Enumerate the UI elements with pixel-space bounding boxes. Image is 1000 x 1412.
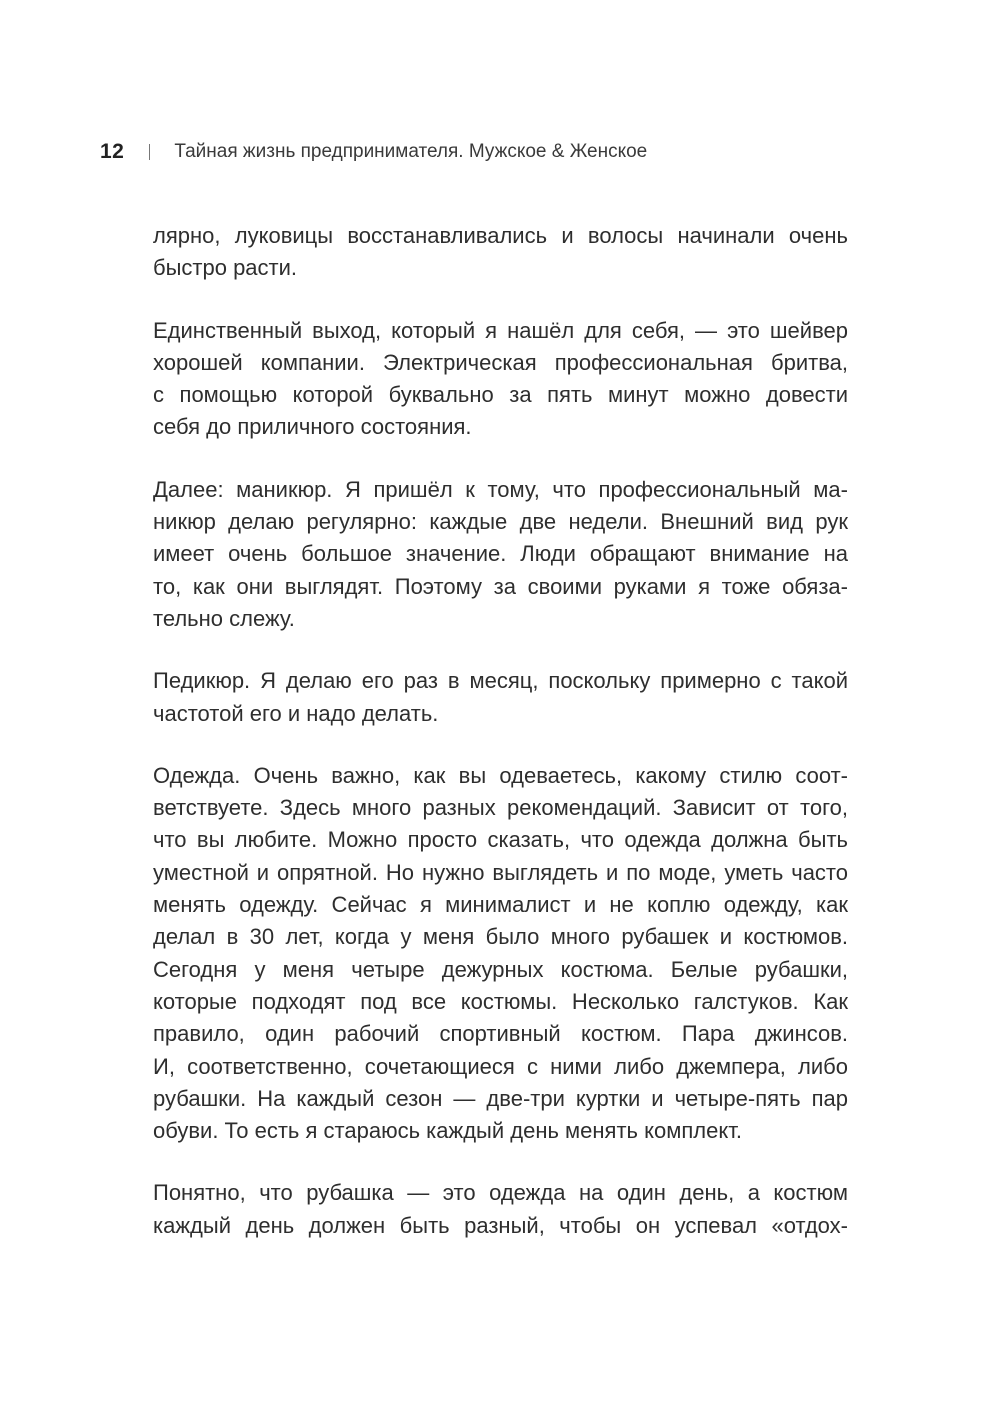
text-line: Единственный выход, который я нашёл для себя, — это шейвер — [153, 317, 848, 343]
paragraph — [153, 220, 848, 285]
text-line: то, как они выглядят. Поэтому за своими руками я тоже обяза- — [153, 573, 848, 599]
text-line: тельно слежу. — [153, 605, 295, 631]
page-number: 12 — [100, 140, 125, 163]
text-line: что вы любите. Можно просто сказать, что одежда должна быть — [153, 827, 848, 853]
text-line: частотой его и надо делать. — [153, 700, 439, 726]
text-line: Понятно, что рубашка — это одежда на один день, а костюм — [153, 1180, 848, 1206]
text-line: хорошей компании. Электрическая профессиональная бритва, — [153, 349, 848, 375]
running-title: Тайная жизнь предпринимателя. Мужское & Женское — [174, 141, 648, 162]
text-line: обуви. То есть я стараюсь каждый день менять комплект. — [153, 1118, 742, 1144]
text-line: быстро расти. — [153, 255, 298, 281]
paragraph — [153, 665, 848, 730]
text-line: уместной и опрятной. Но нужно выглядеть и по моде, уметь часто — [153, 859, 848, 885]
text-line: себя до приличного состояния. — [153, 414, 472, 440]
paragraph — [153, 760, 848, 1148]
text-line: делал в 30 лет, когда у меня было много рубашек и костюмов. — [153, 924, 848, 950]
text-line: ветствуете. Здесь много разных рекомендаций. Зависит от того, — [153, 795, 848, 821]
header-separator — [149, 144, 150, 160]
text-line: каждый день должен быть разный, чтобы он успевал «отдох- — [153, 1212, 848, 1238]
text-line: лярно, луковицы восстанавливались и волосы начинали очень — [153, 223, 848, 248]
text-line: менять одежду. Сейчас я минималист и не коплю одежду, как — [153, 892, 848, 918]
running-header — [100, 138, 647, 166]
paragraph — [153, 474, 848, 635]
paragraph — [153, 315, 848, 444]
text-line: имеет очень большое значение. Люди обращают внимание на — [153, 541, 848, 567]
text-line: Далее: маникюр. Я пришёл к тому, что профессиональный ма- — [153, 476, 848, 502]
text-line: И, соответственно, сочетающиеся с ними либо джемпера, либо — [153, 1053, 848, 1079]
body-text — [153, 220, 848, 1242]
text-line: Педикюр. Я делаю его раз в месяц, поскольку примерно с такой — [153, 668, 848, 694]
text-line: правило, один рабочий спортивный костюм. Пара джинсов. — [153, 1021, 848, 1047]
text-line: никюр делаю регулярно: каждые две недели. Внешний вид рук — [153, 509, 848, 535]
text-line: с помощью которой буквально за пять минут можно довести — [153, 382, 848, 408]
text-line: рубашки. На каждый сезон — две-три куртки и четыре-пять пар — [153, 1085, 848, 1111]
text-line: Одежда. Очень важно, как вы одеваетесь, какому стилю соот- — [153, 762, 848, 788]
text-line: Сегодня у меня четыре дежурных костюма. Белые рубашки, — [153, 956, 848, 982]
paragraph — [153, 1177, 848, 1242]
text-line: которые подходят под все костюмы. Несколько галстуков. Как — [153, 988, 848, 1014]
